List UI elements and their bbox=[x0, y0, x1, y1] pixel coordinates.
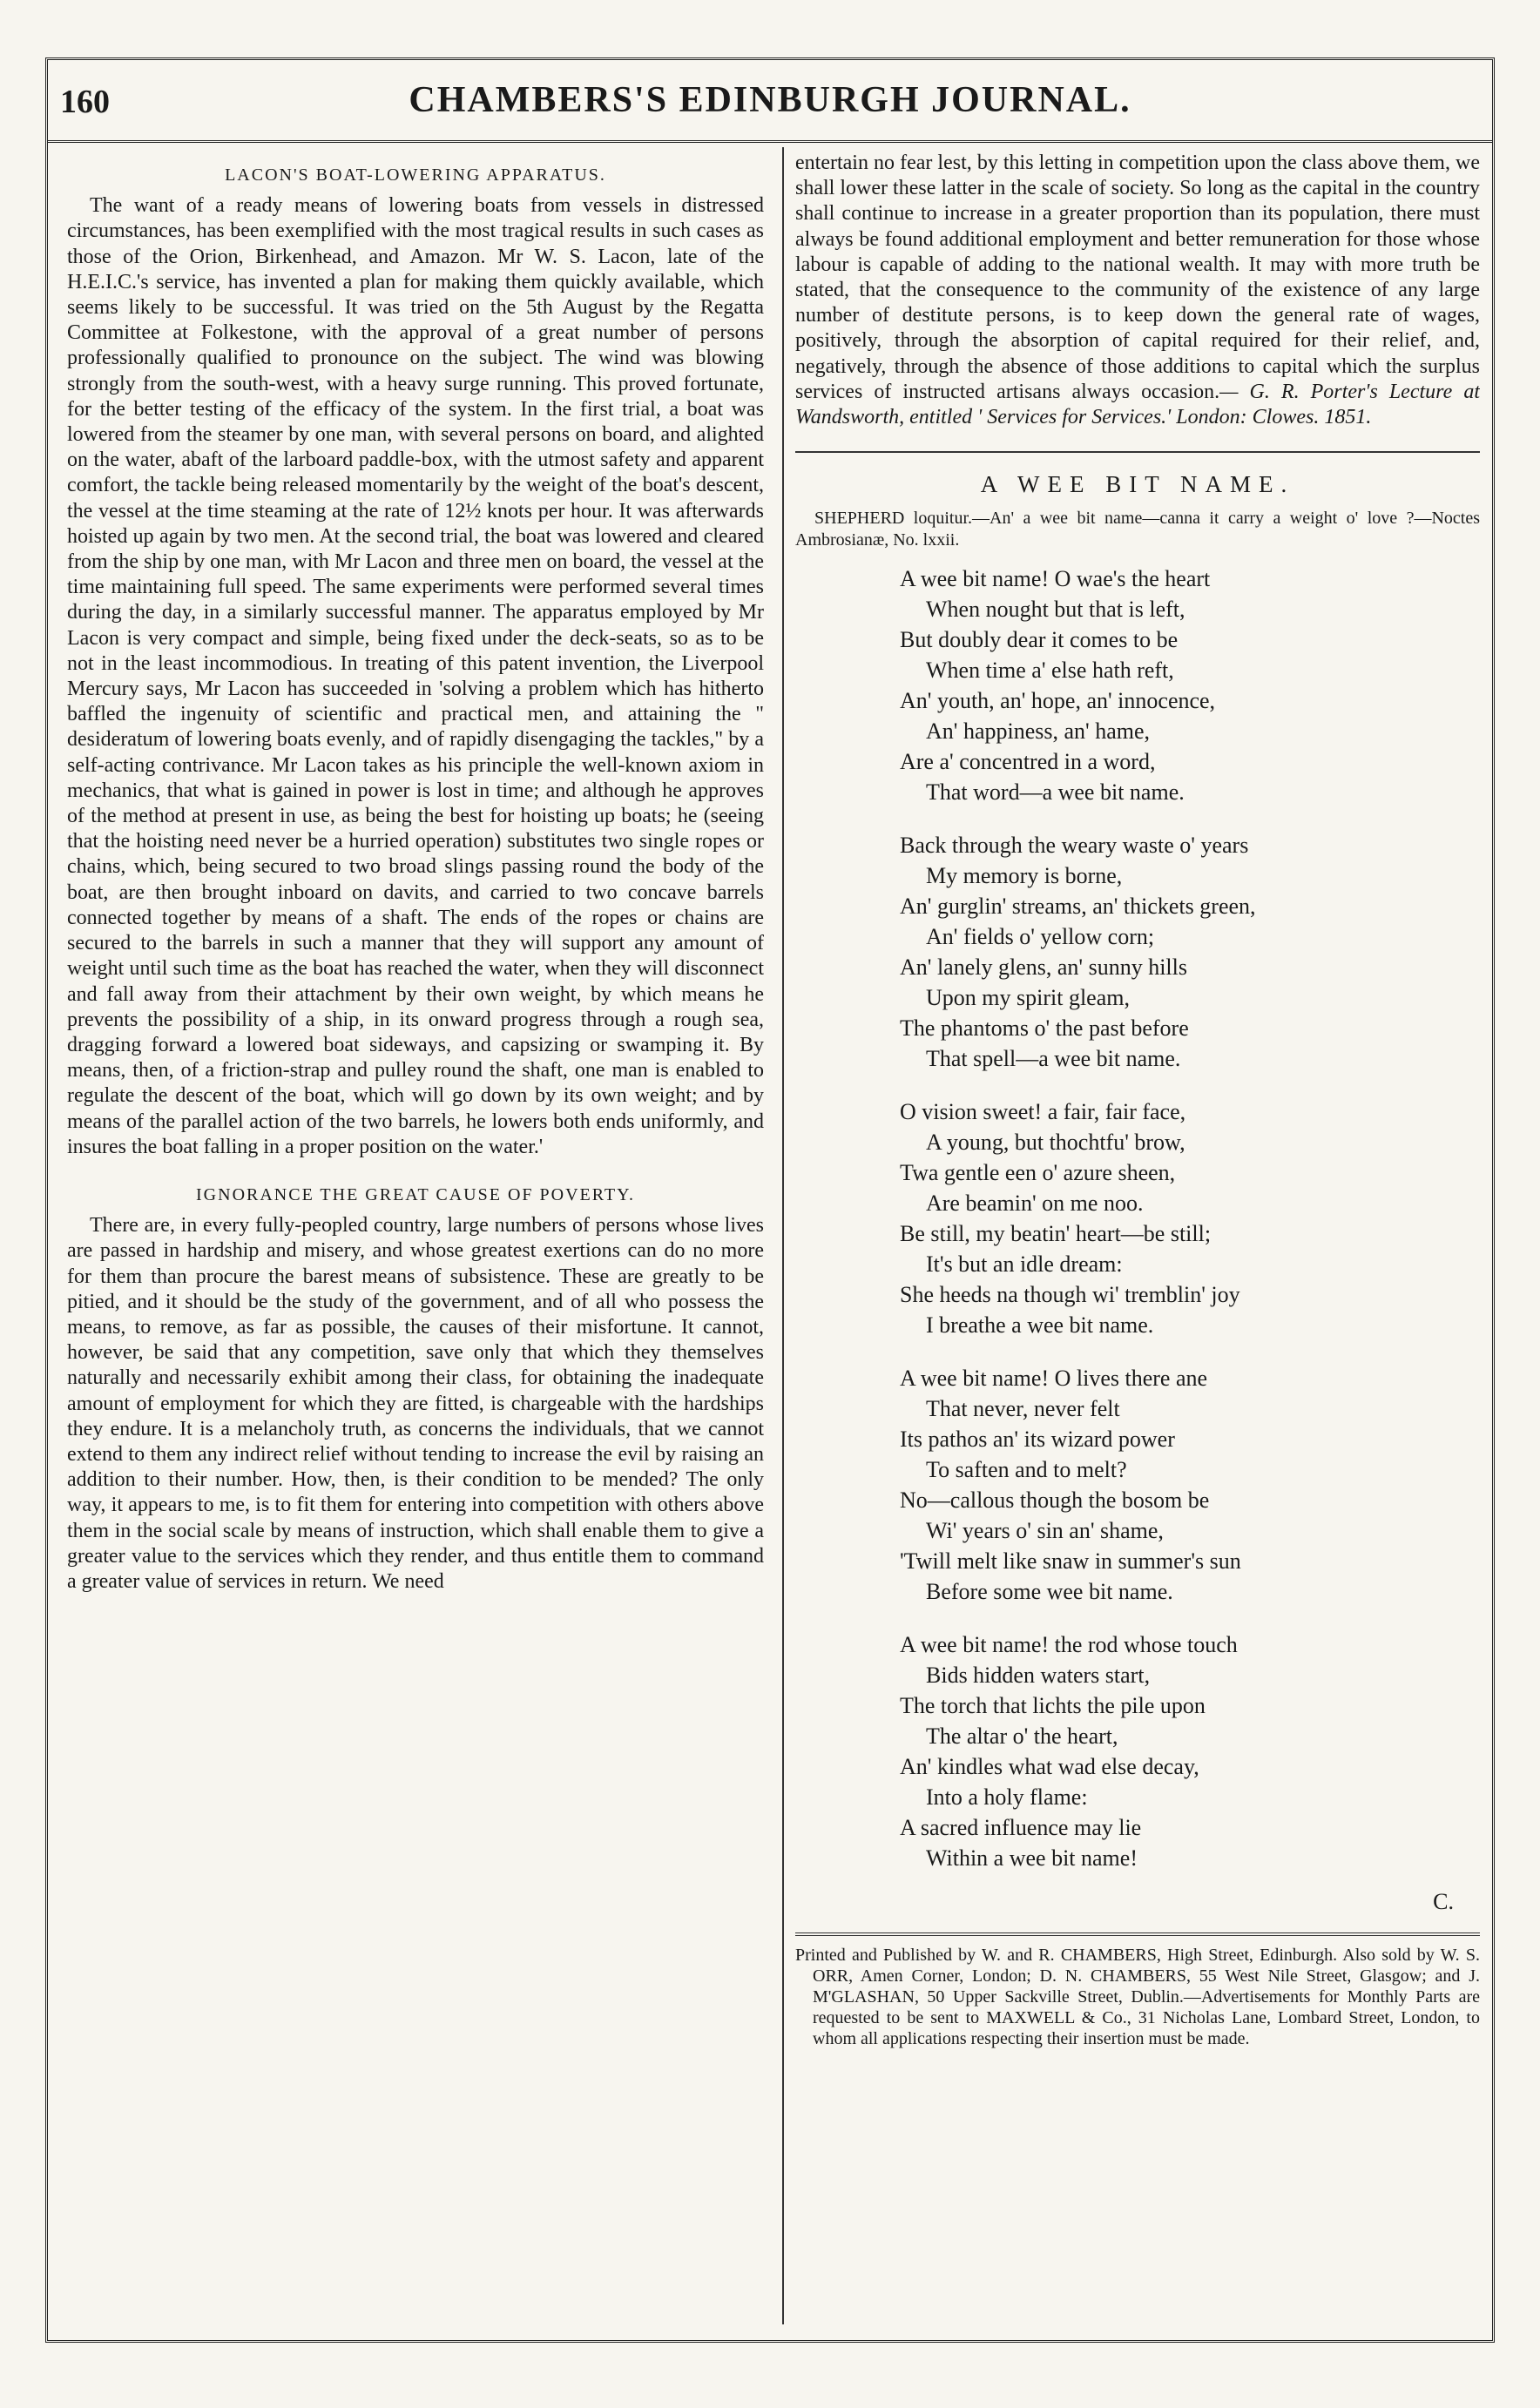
poem-line: A wee bit name! O lives there ane bbox=[900, 1366, 1208, 1392]
poem-stanza bbox=[900, 563, 1480, 807]
poem-line: She heeds na though wi' tremblin' joy bbox=[900, 1282, 1240, 1308]
poem-line: A sacred influence may lie bbox=[900, 1815, 1142, 1841]
poem-line: Its pathos an' its wizard power bbox=[900, 1427, 1175, 1453]
poem-line: An' gurglin' streams, an' thickets green, bbox=[900, 894, 1256, 920]
page-header bbox=[48, 60, 1492, 143]
poem-signature: C. bbox=[1433, 1889, 1454, 1915]
poem-line: My memory is borne, bbox=[926, 863, 1123, 889]
poem-title: A WEE BIT NAME. bbox=[980, 471, 1295, 498]
poem-stanza bbox=[900, 1096, 1480, 1340]
poem-line: An' lanely glens, an' sunny hills bbox=[900, 954, 1188, 981]
article-title-ignorance-poverty: IGNORANCE THE GREAT CAUSE OF POVERTY. bbox=[196, 1184, 635, 1204]
poem-line: A young, but thochtfu' brow, bbox=[926, 1130, 1185, 1156]
poem-line: When time a' else hath reft, bbox=[926, 658, 1174, 684]
article-citation: — G. R. Porter's Lecture at Wandsworth, entitled ' Services for Services.' London: Clowes. 1851. bbox=[795, 380, 1480, 429]
poem-line: Twa gentle een o' azure sheen, bbox=[900, 1160, 1176, 1186]
poem-line: That word—a wee bit name. bbox=[926, 779, 1185, 806]
poem-line: The altar o' the heart, bbox=[926, 1723, 1118, 1750]
poem-line: Upon my spirit gleam, bbox=[926, 985, 1130, 1011]
poem-line: 'Twill melt like snaw in summer's sun bbox=[900, 1548, 1241, 1575]
imprint-notice bbox=[795, 1932, 1480, 2049]
poem-line: An' fields o' yellow corn; bbox=[926, 924, 1155, 950]
imprint-text: Printed and Published by W. and R. CHAMBERS, High Street, Edinburgh. Also sold by W. S. ORR, Amen Corner, London; D. N. CHAMBERS, 55 West Nile Street, Glasgow; and J. M'GLASHAN, 50 Upper Sackville Street, Dublin.—Advertisements for Monthly Parts are requested to be sent to MAXWELL & Co., 31 Nicholas Lane, Lombard Street, London, to whom all applications respecting their insertion must be made. bbox=[795, 1945, 1480, 2048]
poem-line: A wee bit name! O wae's the heart bbox=[900, 566, 1211, 592]
poem-line: A wee bit name! the rod whose touch bbox=[900, 1632, 1238, 1658]
poem-line: An' kindles what wad else decay, bbox=[900, 1754, 1199, 1780]
poem-line: Within a wee bit name! bbox=[926, 1845, 1138, 1872]
poem-line: O vision sweet! a fair, fair face, bbox=[900, 1099, 1186, 1125]
poem-line: Wi' years o' sin an' shame, bbox=[926, 1518, 1164, 1544]
poem-line: Back through the weary waste o' years bbox=[900, 833, 1249, 859]
poem-line: The torch that lichts the pile upon bbox=[900, 1693, 1206, 1719]
journal-title: CHAMBERS'S EDINBURGH JOURNAL. bbox=[409, 80, 1131, 120]
article-continuation: entertain no fear lest, by this letting in competition upon the class above them, we shall lower these latter in the scale of society. So long as the capital in the country shall continue to increase in a greater proportion than its population, there must always be found additional employment and better remuneration for those whose labour is capable of adding to the national wealth. It may with more truth be stated, that the consequence to the community of the existence of any large number of destitute persons, is to keep down the general rate of wages, positively, through the absorption of capital required for their relief, and, negatively, through the absence of those additions to capital which the surplus services of instructed artisans always occasion.— G. R. Porter's Lecture at Wandsworth, entitled ' Services for Services.' London: Clowes. 1851. bbox=[795, 152, 1480, 429]
poem-stanza bbox=[900, 1363, 1480, 1607]
right-column bbox=[795, 151, 1480, 2316]
poem-line: Are beamin' on me noo. bbox=[926, 1191, 1144, 1217]
article-body-boat-lowering: The want of a ready means of lowering boats from vessels in distressed circumstances, has been exemplified with the most tragical results in such cases as those of the Orion, Birkenhead, and Amazon. Mr W. S. Lacon, late of the H.E.I.C.'s service, has invented a plan for making them quickly available, which seems likely to be successful. It was tried on the 5th August by the Regatta Committee at Folkestone, with the approval of a great number of persons professionally qualified to pronounce on the subject. The wind was blowing strongly from the south-west, with a heavy surge running. This proved fortunate, for the better testing of the efficacy of the system. In the first trial, a boat was lowered from the steamer by one man, with several persons on board, and alighted on the water, abaft of the larboard paddle-box, with the utmost safety and apparent comfort, the tackle being released momentarily by the weight of the boat's descent, the vessel at the time steaming at the rate of 12½ knots per hour. It was afterwards hoisted up again by two men. At the second trial, the boat was lowered and cleared from the ship by one man, with Mr Lacon and three men on board, the vessel at the time maintaining full speed. The same experiments were performed several times during the day, in a similarly successful manner. The apparatus employed by Mr Lacon is very compact and simple, being fixed under the deck-seats, so as to be not in the least incommodious. In treating of this patent invention, the Liverpool Mercury says, Mr Lacon has succeeded in 'solving a problem which has hitherto baffled the ingenuity of scientific and practical men, and attaining the " desideratum of lowering boats evenly, and of rapidly disengaging the tackles," by a self-acting contrivance. Mr Lacon takes as his principle the well-known axiom in mechanics, that what is gained in power is lost in time; and although he approves of the method at present in use, as being the best for hoisting up boats; he (seeing that the hoisting need never be a hurried operation) substitutes two single ropes or chains, which, being secured to two broad slings passing round the body of the boat, are then brought inboard on davits, and carried to two concave barrels connected together by means of a shaft. The ends of the ropes or chains are secured to the barrels in such a manner that they will support any amount of weight until such time as the boat has reached the water, when they will disconnect and fall away from their attachment by their own weight, by which means he prevents the possibility of a ship, in its onward progress through a rough sea, dragging forward a lowered boat sideways, and capsizing or swamping it. By means, then, of a friction-strap and pulley round the shaft, one man is enabled to regulate the descent of the boat, which will go down by its own weight; and by means of the parallel action of the two barrels, he lowers both ends uniformly, and insures the boat falling in a proper position on the water.' bbox=[67, 194, 764, 1158]
article-title-boat-lowering: LACON'S BOAT-LOWERING APPARATUS. bbox=[225, 165, 606, 185]
poem-line: That spell—a wee bit name. bbox=[926, 1046, 1181, 1072]
article-body-ignorance-poverty: There are, in every fully-peopled country, large numbers of persons whose lives are passed in hardship and misery, and whose greatest exertions can do no more for them than procure the barest means of subsistence. These are greatly to be pitied, and it should be the study of the government, and of all who possess the means, to remove, as far as possible, the causes of their misfortune. It cannot, however, be said that any competition, save only that which they themselves naturally and necessarily exhibit among their class, for obtaining the inadequate amount of employment for which they are fitted, is chargeable with the hardships they endure. It is a melancholy truth, as concerns the individuals, that we cannot extend to them any indirect relief without tending to increase the evil by raising an addition to their number. How, then, is their condition to be mended? The only way, it appears to me, is to fit them for entering into competition with others above them in the social scale by means of instruction, which shall enable them to give a greater value to the services which they render, and thus entitle them to command a greater value of services in return. We need bbox=[67, 1214, 764, 1593]
column-divider bbox=[782, 147, 784, 2324]
poem-line: I breathe a wee bit name. bbox=[926, 1312, 1154, 1339]
page-number: 160 bbox=[60, 84, 110, 120]
poem-line: That never, never felt bbox=[926, 1396, 1120, 1422]
poem-epigraph: SHEPHERD loquitur.—An' a wee bit name—canna it carry a weight o' love ?—Noctes Ambrosianæ, No. lxxii. bbox=[795, 509, 1480, 550]
poem-line: But doubly dear it comes to be bbox=[900, 627, 1179, 653]
journal-page bbox=[45, 57, 1495, 2343]
poem-line: Bids hidden waters start, bbox=[926, 1663, 1151, 1689]
poem-line: The phantoms o' the past before bbox=[900, 1015, 1189, 1042]
poem-line: No—callous though the bosom be bbox=[900, 1487, 1210, 1514]
section-divider bbox=[795, 451, 1480, 453]
poem-line: To saften and to melt? bbox=[926, 1457, 1127, 1483]
poem-stanza bbox=[900, 830, 1480, 1074]
poem-body bbox=[900, 563, 1480, 1873]
poem-line: An' youth, an' hope, an' innocence, bbox=[900, 688, 1216, 714]
poem-line: Be still, my beatin' heart—be still; bbox=[900, 1221, 1212, 1247]
poem-line: Into a holy flame: bbox=[926, 1784, 1088, 1811]
poem-line: Are a' concentred in a word, bbox=[900, 749, 1156, 775]
poem-line: Before some wee bit name. bbox=[926, 1579, 1173, 1605]
poem-line: An' happiness, an' hame, bbox=[926, 718, 1151, 745]
poem-line: It's but an idle dream: bbox=[926, 1251, 1123, 1278]
poem-line: When nought but that is left, bbox=[926, 597, 1185, 623]
poem-stanza bbox=[900, 1629, 1480, 1873]
left-column bbox=[67, 151, 764, 2316]
